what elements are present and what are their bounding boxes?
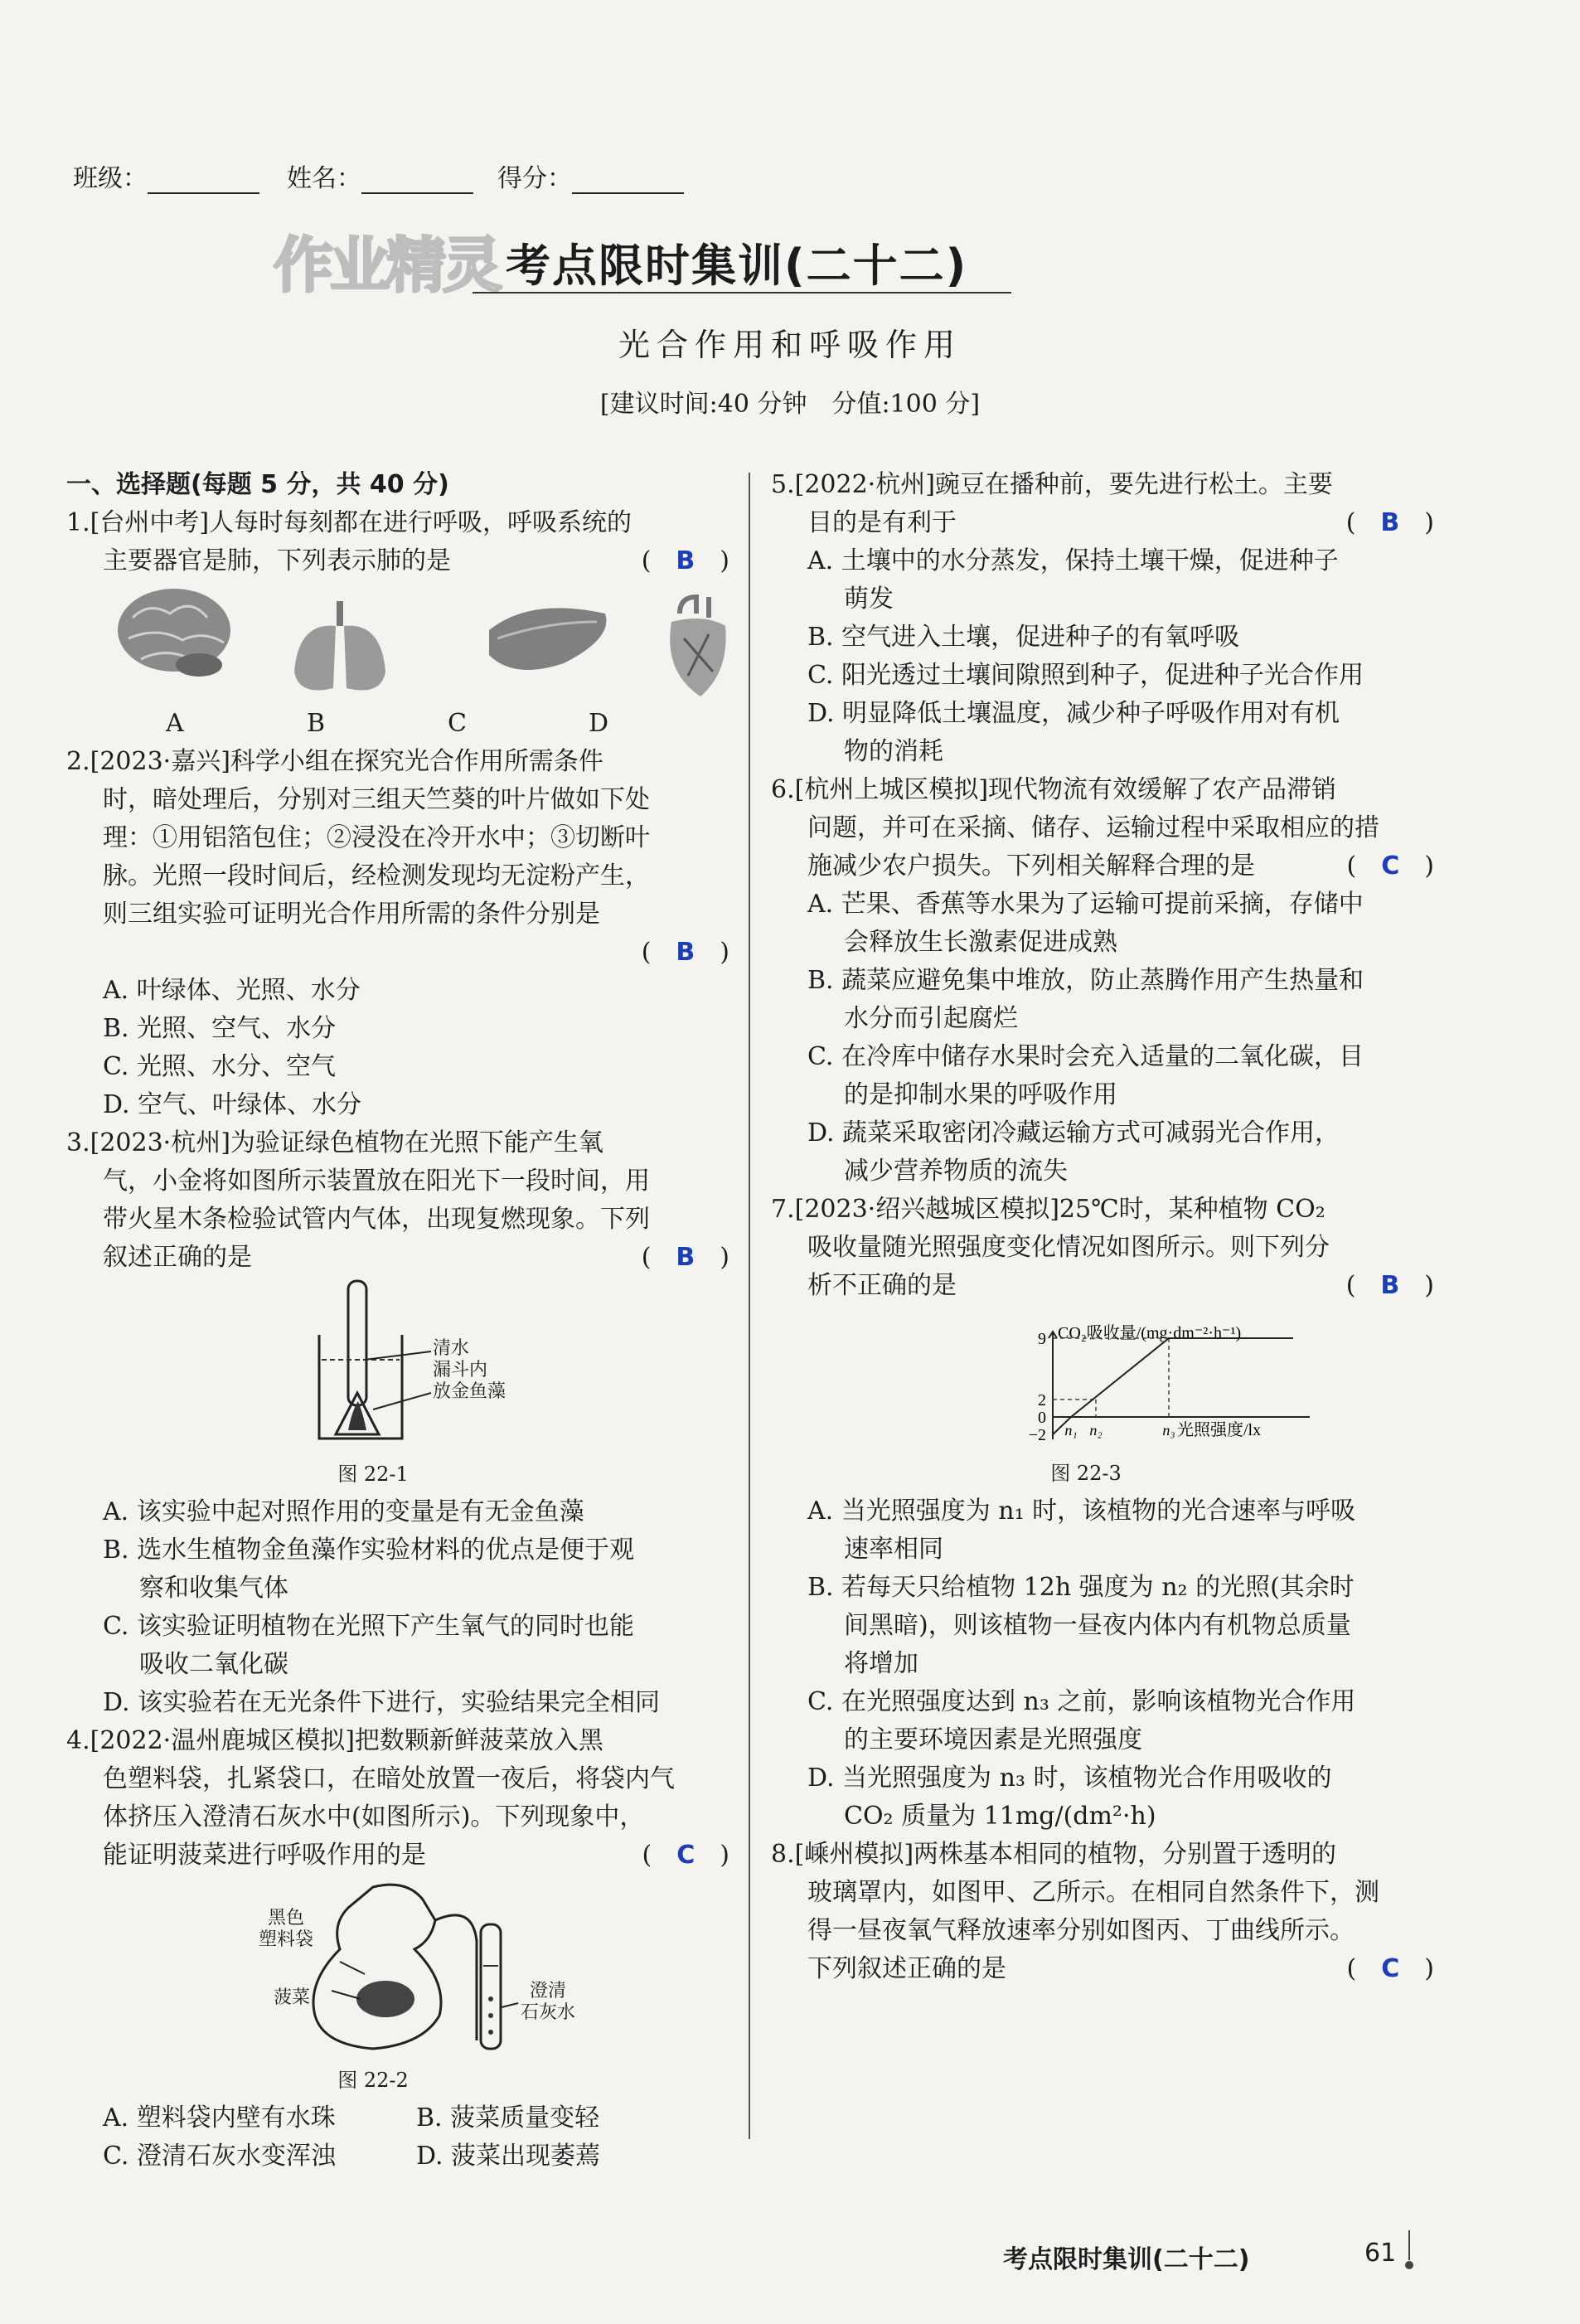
q5-option-a-cont: 萌发 (844, 585, 894, 614)
q8-line: 玻璃罩内，如图甲、乙所示。在相同自然条件下，测 (807, 1878, 1379, 1907)
x-tick-label: n₁ (1064, 1422, 1078, 1439)
q7-option-a-cont: 速率相同 (844, 1535, 943, 1564)
q3-answer: ( B ) (641, 1243, 729, 1272)
q1-organ-figures (99, 580, 729, 705)
label-limewater: 石灰水 (521, 2002, 576, 2023)
y-axis-label: CO₂吸收量/(mg·dm⁻²·h⁻¹) (1058, 1324, 1242, 1342)
q5-option-b: B. 空气进入土壤，促进种子的有氧呼吸 (807, 623, 1240, 652)
q7-option-b: B. 若每天只给植物 12h 强度为 n₂ 的光照(其余时 (807, 1573, 1355, 1602)
label-black: 黑色 (268, 1908, 305, 1929)
q7-option-d-cont: CO₂ 质量为 11mg/(dm²·h) (844, 1802, 1156, 1831)
q2-option-b: B. 光照、空气、水分 (103, 1014, 337, 1043)
page-subtitle: 光合作用和呼吸作用 (618, 327, 962, 363)
label-spinach: 菠菜 (274, 1987, 311, 2008)
q6-option-c: C. 在冷库中储存水果时会充入适量的二氧化碳，目 (807, 1042, 1364, 1071)
q7-line: 析不正确的是 ( B ) (771, 1267, 1434, 1305)
page-number: 61 (1364, 2239, 1397, 2268)
section-heading: 一、选择题(每题 5 分，共 40 分) (66, 470, 449, 499)
title-underline (473, 292, 1011, 294)
q2-option-a: A. 叶绿体、光照、水分 (103, 976, 361, 1005)
q6-line: 问题，并可在采摘、储存、运输过程中采取相应的措 (807, 813, 1379, 842)
q4-figure (66, 1875, 729, 2061)
label-plastic-bag: 塑料袋 (259, 1929, 314, 1950)
q3-line: 叙述正确的是 ( B ) (66, 1239, 729, 1277)
label-water: 清水 (433, 1338, 470, 1359)
footer-title: 考点限时集训(二十二) (1003, 2245, 1250, 2274)
lung-image (294, 601, 385, 691)
right-column (771, 466, 1434, 1988)
q2-line: 理：①用铝箔包住；②浸没在冷开水中；③切断叶 (103, 823, 650, 852)
q4-line: 4.[2022·温州鹿城区模拟]把数颗新鲜菠菜放入黑 (66, 1726, 603, 1755)
label-funnel: 漏斗内 (433, 1360, 488, 1380)
q1-label-c: C (448, 709, 467, 738)
q2-line: 时，暗处理后，分别对三组天竺葵的叶片做如下处 (103, 785, 650, 814)
q6-line: 施减少农户损失。下列相关解释合理的是 ( C ) (771, 847, 1434, 885)
q1-label-d: D (589, 709, 609, 738)
y-tick-label: −2 (1028, 1426, 1046, 1445)
q3-line: 气，小金将如图所示装置放在阳光下一段时间，用 (103, 1167, 650, 1196)
organ-images (99, 580, 729, 705)
q4-answer: ( C ) (642, 1841, 729, 1870)
time-note: [建议时间:40 分钟 分值:100 分] (599, 390, 981, 419)
q2-line: 2.[2023·嘉兴]科学小组在探究光合作用所需条件 (66, 747, 603, 776)
q4-option-b: B. 菠菜质量变轻 (416, 2103, 600, 2132)
q4-option-d: D. 菠菜出现萎蔫 (416, 2142, 601, 2171)
watermark-logo: 作业精灵 (274, 230, 500, 300)
q3-caption: 图 22-1 (337, 1463, 409, 1486)
q6-option-a-cont: 会释放生长激素促进成熟 (844, 928, 1117, 957)
q2-option-d: D. 空气、叶绿体、水分 (103, 1090, 362, 1119)
q4-options-row-2 (66, 2137, 729, 2176)
q5-option-d: D. 明显降低土壤温度，减少种子呼吸作用对有机 (807, 699, 1340, 728)
class-field: 班级： (73, 158, 259, 194)
co2-series-line (1053, 1338, 1293, 1434)
q6-option-a: A. 芒果、香蕉等水果为了运输可提前采摘，存储中 (807, 890, 1364, 919)
q6-line: 6.[杭州上城区模拟]现代物流有效缓解了农产品滞销 (771, 775, 1337, 804)
q6-option-d-cont: 减少营养物质的流失 (844, 1157, 1068, 1186)
q6-option-b: B. 蔬菜应避免集中堆放，防止蒸腾作用产生热量和 (807, 966, 1364, 995)
q5-line: 5.[2022·杭州]豌豆在播种前，要先进行松土。主要 (771, 470, 1333, 499)
q5-option-a: A. 土壤中的水分蒸发，保持土壤干燥，促进种子 (807, 546, 1339, 575)
y-tick-label: 9 (1038, 1330, 1046, 1348)
q3-figure (66, 1277, 729, 1455)
x-tick-label: n₃ (1162, 1422, 1175, 1439)
name-field: 姓名： (287, 158, 473, 194)
q3-option-c: C. 该实验证明植物在光照下产生氧气的同时也能 (103, 1612, 634, 1641)
page-title: 考点限时集训(二十二) (506, 240, 968, 292)
q6-option-d: D. 蔬菜采取密闭冷藏运输方式可减弱光合作用， (807, 1118, 1340, 1147)
q7-option-b-cont: 将增加 (844, 1649, 918, 1678)
x-axis-label: 光照强度/lx (1177, 1421, 1262, 1439)
q8-answer: ( C ) (1346, 1954, 1434, 1983)
q7-answer: ( B ) (1345, 1271, 1434, 1300)
brain-image (118, 589, 230, 677)
q4-caption: 图 22-2 (337, 2069, 409, 2092)
q1-label-a: A (166, 709, 184, 738)
column-divider (749, 473, 750, 2139)
q7-option-a: A. 当光照强度为 n₁ 时，该植物的光合速率与呼吸 (807, 1497, 1356, 1526)
q3-option-b-cont: 察和收集气体 (139, 1574, 288, 1603)
q4-line: 能证明菠菜进行呼吸作用的是 ( C ) (66, 1836, 729, 1875)
q4-options-row-1 (66, 2099, 729, 2137)
q2-line: 脉。光照一段时间后，经检测发现均无淀粉产生， (103, 861, 650, 890)
bag-apparatus (66, 1875, 729, 2061)
q3-option-b: B. 选水生植物金鱼藻作实验材料的优点是便于观 (103, 1536, 635, 1565)
q5-line: 目的是有利于 ( B ) (771, 504, 1434, 542)
q7-line: 吸收量随光照强度变化情况如图所示。则下列分 (807, 1233, 1330, 1262)
beaker-apparatus (66, 1277, 729, 1455)
q8-line: 下列叙述正确的是 ( C ) (771, 1950, 1434, 1988)
q3-option-c-cont: 吸收二氧化碳 (139, 1650, 288, 1679)
q3-fig-labels (433, 1338, 506, 1403)
co2-chart-svg (771, 1305, 1434, 1454)
q7-line: 7.[2023·绍兴越城区模拟]25℃时，某种植物 CO₂ (771, 1195, 1326, 1224)
q4-bag-label (259, 1908, 313, 1951)
q4-line: 色塑料袋，扎紧袋口，在暗处放置一夜后，将袋内气 (103, 1764, 675, 1793)
q2-line: 则三组实验可证明光合作用所需的条件分别是 (103, 900, 600, 929)
x-tick-label: n₂ (1089, 1422, 1103, 1439)
q4-option-c: C. 澄清石灰水变浑浊 (103, 2142, 336, 2171)
q3-line: 带火星木条检验试管内气体，出现复燃现象。下列 (103, 1205, 650, 1234)
q1-answer: ( B ) (641, 546, 729, 575)
q7-caption: 图 22-3 (1050, 1462, 1122, 1485)
q7-option-b-cont: 间黑暗)，则该植物一昼夜内体内有机物总质量 (844, 1611, 1351, 1640)
heart-image (670, 597, 725, 696)
q5-option-c: C. 阳光透过土壤间隙照到种子，促进种子光合作用 (807, 661, 1364, 690)
q7-chart (771, 1305, 1434, 1454)
score-field: 得分： (497, 158, 684, 194)
q8-line: 得一昼夜氧气释放速率分别如图丙、丁曲线所示。 (807, 1916, 1355, 1945)
q5-answer: ( B ) (1345, 508, 1434, 537)
label-algae: 放金鱼藻 (433, 1381, 506, 1402)
q2-option-c: C. 光照、水分、空气 (103, 1052, 336, 1081)
q1-label-b: B (307, 709, 326, 738)
q7-option-c: C. 在光照强度达到 n₃ 之前，影响该植物光合作用 (807, 1687, 1356, 1716)
q3-option-d: D. 该实验若在无光条件下进行，实验结果完全相同 (103, 1688, 661, 1717)
q2-answer: ( B ) (641, 938, 729, 967)
q7-option-d: D. 当光照强度为 n₃ 时，该植物光合作用吸收的 (807, 1764, 1332, 1793)
q4-line: 体挤压入澄清石灰水中(如图所示)。下列现象中， (103, 1802, 645, 1832)
q1-stem-2: 主要器官是肺，下列表示肺的是 ( B ) (66, 542, 729, 580)
left-column (66, 466, 729, 2176)
q5-option-d-cont: 物的消耗 (844, 737, 943, 766)
q4-lime-label (521, 1981, 575, 2024)
q3-option-a: A. 该实验中起对照作用的变量是有无金鱼藻 (103, 1497, 584, 1526)
label-clear: 澄清 (530, 1981, 567, 2001)
y-tick-label: 2 (1038, 1390, 1046, 1409)
q7-option-c-cont: 的主要环境因素是光照强度 (844, 1725, 1142, 1754)
page-marker-icon (1401, 2230, 1418, 2272)
y-tick-label: 0 (1038, 1409, 1046, 1427)
q3-line: 3.[2023·杭州]为验证绿色植物在光照下能产生氧 (66, 1128, 603, 1157)
q6-option-c-cont: 的是抑制水果的呼吸作用 (844, 1080, 1117, 1109)
liver-image (489, 608, 606, 670)
q4-option-a: A. 塑料袋内壁有水珠 (103, 2103, 336, 2132)
q6-option-b-cont: 水分而引起腐烂 (844, 1004, 1018, 1033)
q1-stem-1: 1.[台州中考]人每时每刻都在进行呼吸，呼吸系统的 (66, 508, 632, 537)
q6-answer: ( C ) (1346, 851, 1434, 881)
q1-option-labels (166, 705, 729, 743)
q8-line: 8.[嵊州模拟]两株基本相同的植物，分别置于透明的 (771, 1840, 1337, 1869)
